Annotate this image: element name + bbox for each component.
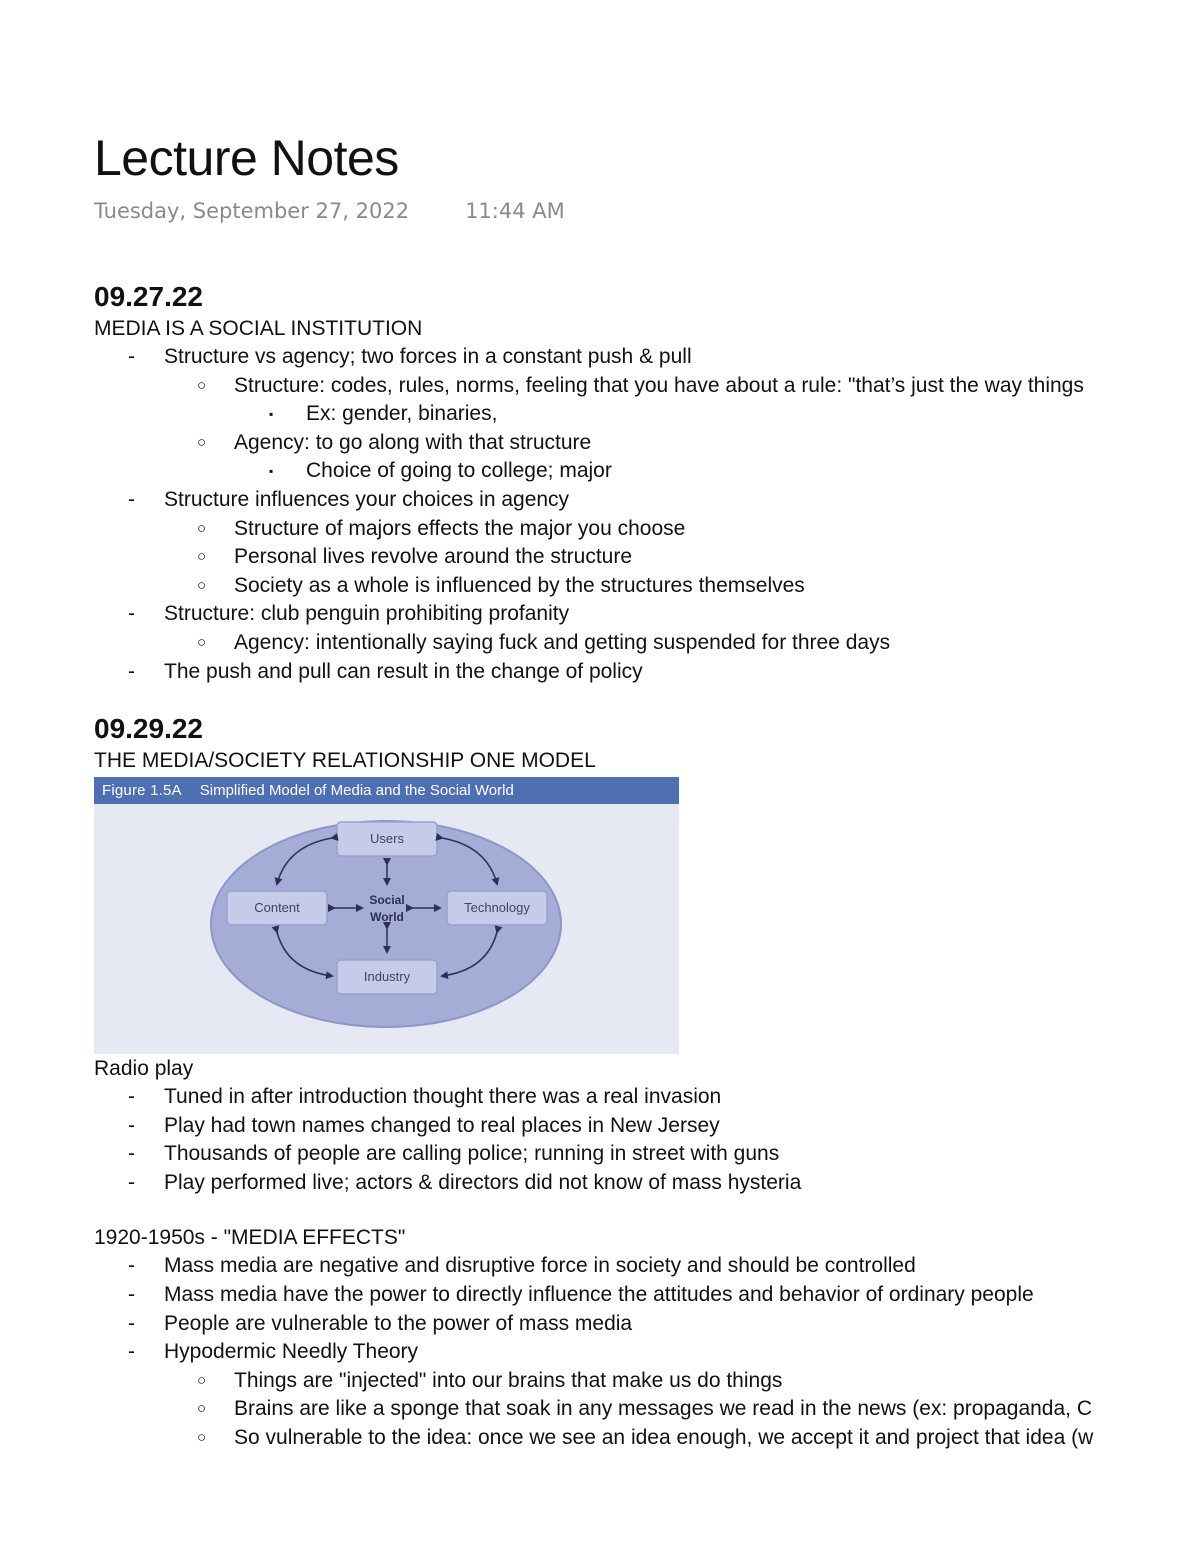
bullet-list	[94, 1252, 1200, 1452]
circle-bullet: ○	[197, 548, 207, 566]
list-item	[164, 572, 1200, 601]
list-item-text: Thousands of people are calling police; running in street with guns	[164, 1142, 780, 1166]
list-item	[164, 372, 1200, 429]
list-item-text: Mass media have the power to directly influence the attitudes and behavior of ordinary people	[164, 1282, 1034, 1306]
circle-bullet: ○	[197, 633, 207, 651]
list-item	[164, 1395, 1200, 1424]
section-09-27	[94, 280, 1200, 686]
node-content	[227, 891, 327, 925]
list-item	[94, 1112, 1200, 1141]
figure-caption	[94, 777, 679, 804]
page-title: Lecture Notes	[94, 130, 399, 186]
list-item	[164, 1367, 1200, 1396]
list-item-text: Brains are like a sponge that soak in any messages we read in the news (ex: propaganda, C	[234, 1397, 1092, 1421]
list-item-text: People are vulnerable to the power of mass media	[164, 1311, 633, 1335]
list-item-text: Structure: codes, rules, norms, feeling that you have about a rule: "that’s just the way things	[234, 373, 1084, 397]
section-heading: MEDIA IS A SOCIAL INSTITUTION	[94, 317, 423, 340]
list-item-text: Things are "injected" into our brains that make us do things	[234, 1368, 783, 1392]
figure-label: Figure 1.5A	[102, 782, 182, 799]
list-item-text: Agency: intentionally saying fuck and getting suspended for three days	[234, 630, 891, 654]
effects-heading: 1920-1950s - "MEDIA EFFECTS"	[94, 1226, 406, 1250]
center-label-line1: Social	[369, 893, 405, 907]
circle-bullet: ○	[197, 1400, 207, 1418]
list-item	[94, 1083, 1200, 1112]
list-item	[164, 543, 1200, 572]
list-item-text: Mass media are negative and disruptive force in society and should be controlled	[164, 1254, 916, 1278]
media-model-figure	[94, 777, 679, 1054]
bullet-list	[94, 1083, 1200, 1197]
list-item	[94, 1338, 1200, 1452]
list-item	[164, 429, 1200, 486]
list-item-text: Choice of going to college; major	[306, 459, 612, 483]
circle-bullet: ○	[197, 433, 207, 451]
note-meta	[94, 196, 565, 226]
dash-bullet: -	[128, 345, 135, 368]
list-item	[94, 658, 1200, 687]
node-technology	[447, 891, 547, 925]
list-item-text: Tuned in after introduction thought there was a real invasion	[164, 1085, 722, 1108]
dash-bullet: -	[128, 1282, 135, 1306]
list-item-text: Play had town names changed to real places in New Jersey	[164, 1113, 720, 1137]
dash-bullet: -	[128, 1142, 135, 1166]
list-item-text: Ex: gender, binaries,	[306, 402, 498, 426]
dash-bullet: -	[128, 1113, 135, 1137]
radio-heading: Radio play	[94, 1057, 194, 1080]
list-item-text: The push and pull can result in the change of policy	[164, 659, 643, 683]
section-09-29	[94, 712, 1200, 1453]
list-item	[234, 400, 1200, 429]
square-bullet: ▪	[269, 464, 274, 479]
section-heading: THE MEDIA/SOCIETY RELATIONSHIP ONE MODEL	[94, 749, 596, 772]
list-item-text: Society as a whole is influenced by the structures themselves	[234, 573, 805, 597]
dash-bullet: -	[128, 487, 135, 511]
list-item	[234, 457, 1200, 486]
circle-bullet: ○	[197, 576, 207, 594]
list-item-text: Structure influences your choices in agency	[164, 487, 570, 511]
dash-bullet: -	[128, 1311, 135, 1335]
list-item	[94, 1169, 1200, 1198]
list-item-text: Agency: to go along with that structure	[234, 430, 592, 454]
list-item	[94, 1252, 1200, 1281]
bullet-list	[94, 343, 1200, 686]
list-item	[94, 1310, 1200, 1339]
section-date: 09.29.22	[94, 713, 203, 744]
dash-bullet: -	[128, 1254, 135, 1278]
circle-bullet: ○	[197, 519, 207, 537]
circle-bullet: ○	[197, 376, 207, 394]
list-item-text: Personal lives revolve around the structure	[234, 545, 633, 569]
dash-bullet: -	[128, 659, 135, 683]
figure-title: Simplified Model of Media and the Social World	[199, 782, 514, 799]
dash-bullet: -	[128, 602, 135, 626]
list-item-text: Structure of majors effects the major you choose	[234, 516, 686, 540]
node-industry	[337, 960, 437, 994]
list-item	[94, 600, 1200, 657]
node-users	[337, 822, 437, 856]
center-label-line2: World	[370, 910, 404, 924]
dash-bullet: -	[128, 1170, 135, 1194]
list-item	[164, 629, 1200, 658]
list-item	[94, 1281, 1200, 1310]
circle-bullet: ○	[197, 1428, 207, 1446]
list-item-text: Structure: club penguin prohibiting profanity	[164, 602, 570, 626]
node-technology-label: Technology	[464, 900, 530, 915]
circle-bullet: ○	[197, 1371, 207, 1389]
model-diagram	[94, 804, 679, 1054]
list-item	[164, 515, 1200, 544]
dash-bullet: -	[128, 1085, 135, 1108]
list-item	[94, 343, 1200, 486]
square-bullet: ▪	[269, 407, 274, 422]
list-item-text: Play performed live; actors & directors did not know of mass hysteria	[164, 1170, 802, 1194]
node-users-label: Users	[370, 831, 404, 846]
list-item-text: Structure vs agency; two forces in a constant push & pull	[164, 345, 692, 368]
list-item	[94, 486, 1200, 600]
list-item	[164, 1424, 1200, 1453]
node-content-label: Content	[254, 900, 300, 915]
note-time: 11:44 AM	[465, 199, 565, 223]
note-date: Tuesday, September 27, 2022	[94, 199, 410, 223]
list-item	[94, 1140, 1200, 1169]
note-page	[94, 0, 1200, 1553]
dash-bullet: -	[128, 1340, 135, 1364]
section-date: 09.27.22	[94, 281, 203, 312]
node-industry-label: Industry	[363, 969, 411, 984]
list-item-text: Hypodermic Needly Theory	[164, 1340, 419, 1364]
list-item-text: So vulnerable to the idea: once we see an idea enough, we accept it and project that idea (w	[234, 1425, 1094, 1449]
